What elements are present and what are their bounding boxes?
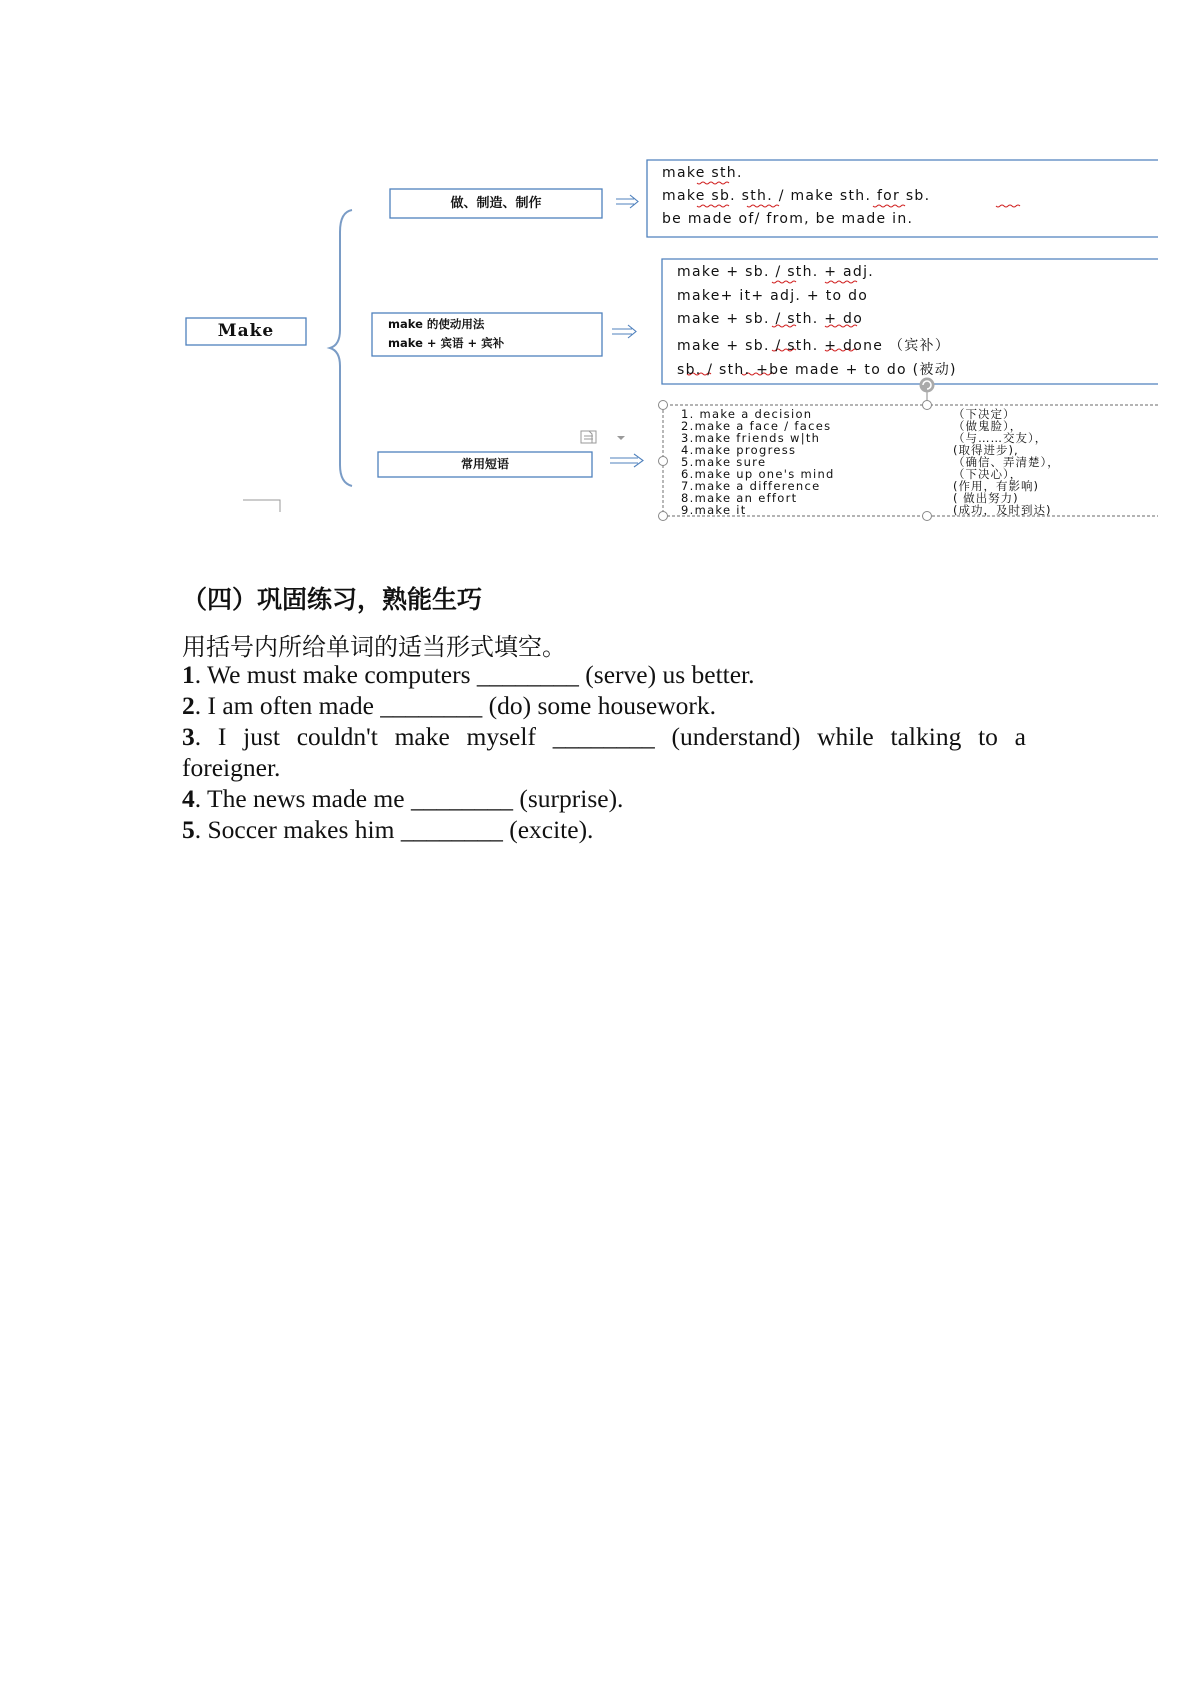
phrase-english: 1. make a decision bbox=[681, 407, 813, 421]
exercise-number: 5 bbox=[182, 815, 195, 844]
category-label-common-phrases: 常用短语 bbox=[460, 457, 509, 471]
list-item: be made of/ from, be made in. bbox=[662, 211, 914, 227]
category-label-causative-line1: make 的使动用法 bbox=[388, 317, 485, 331]
exercise-text: . We must make computers bbox=[194, 660, 477, 689]
list-item: make sb. sth. / make sth. for sb. bbox=[662, 188, 931, 204]
phrase-chinese: ( 做出努力) bbox=[953, 491, 1019, 505]
exercise-hint: (excite). bbox=[502, 815, 594, 844]
result-list-make-produce bbox=[662, 165, 1162, 235]
phrase-english: 6.make up one's mind bbox=[681, 467, 835, 481]
answer-blank[interactable]: ________ bbox=[476, 660, 579, 689]
phrase-english: 7.make a difference bbox=[681, 479, 821, 493]
phrase-english: 2.make a face / faces bbox=[681, 419, 832, 433]
exercise-item-4 bbox=[182, 783, 623, 814]
exercise-number: 3 bbox=[182, 722, 195, 751]
exercise-item-5 bbox=[182, 814, 593, 845]
list-item: make + sb. / sth. + do bbox=[677, 311, 864, 327]
exercise-item-1 bbox=[182, 659, 755, 690]
result-list-common-phrases bbox=[681, 408, 1161, 518]
list-item bbox=[681, 492, 1151, 504]
exercise-hint: (understand) while talking to a bbox=[654, 722, 1027, 751]
phrase-chinese: (作用，有影响) bbox=[953, 479, 1039, 493]
answer-blank[interactable]: ________ bbox=[400, 815, 503, 844]
selection-handle bbox=[659, 457, 668, 466]
arrow-icon bbox=[616, 195, 638, 208]
category-label-make-produce: 做、制造、制作 bbox=[450, 196, 542, 211]
exercise-text: . I am often made bbox=[194, 691, 381, 720]
answer-blank[interactable]: ________ bbox=[380, 691, 483, 720]
exercise-text: . The news made me bbox=[194, 784, 411, 813]
mind-map-brace bbox=[330, 210, 352, 486]
exercise-number: 2 bbox=[182, 691, 195, 720]
exercise-hint: (surprise). bbox=[512, 784, 624, 813]
phrase-chinese: （与……交友）， bbox=[953, 431, 1048, 445]
exercise-item-3-continuation: foreigner. bbox=[182, 753, 281, 782]
arrow-icon bbox=[610, 454, 643, 467]
phrase-chinese: （下决心）， bbox=[953, 467, 1023, 481]
list-item: make + sb. / sth. + done （宾补） bbox=[677, 338, 951, 354]
exercise-item-3 bbox=[182, 721, 1026, 752]
arrow-icon bbox=[612, 325, 636, 338]
exercise-instruction: 用括号内所给单词的适当形式填空。 bbox=[182, 633, 566, 661]
phrase-english: 3.make friends w|th bbox=[681, 431, 821, 445]
answer-blank[interactable]: ________ bbox=[410, 784, 513, 813]
selection-handle bbox=[659, 512, 668, 521]
phrase-english: 5.make sure bbox=[681, 455, 767, 469]
exercise-hint: (serve) us better. bbox=[578, 660, 755, 689]
exercise-text: . I just couldn't make myself bbox=[194, 722, 553, 751]
phrase-english: 9.make it bbox=[681, 503, 747, 517]
result-list-causative bbox=[677, 264, 1167, 384]
corner-mark bbox=[243, 500, 280, 512]
section-title: （四）巩固练习，熟能生巧 bbox=[182, 585, 483, 614]
list-item: make + sb. / sth. + adj. bbox=[677, 264, 875, 280]
exercise-text: . Soccer makes him bbox=[194, 815, 401, 844]
exercise-hint: (do) some housework. bbox=[482, 691, 716, 720]
phrase-chinese: (成功，及时到达) bbox=[953, 503, 1052, 517]
phrase-english: 4.make progress bbox=[681, 443, 797, 457]
list-item bbox=[681, 504, 1151, 516]
answer-blank[interactable]: ________ bbox=[552, 722, 655, 751]
category-label-causative-line2: make + 宾语 + 宾补 bbox=[388, 336, 505, 350]
root-label: Make bbox=[217, 321, 275, 341]
exercise-item-2 bbox=[182, 690, 716, 721]
selection-handle bbox=[659, 401, 668, 410]
list-item: make sth. bbox=[662, 165, 743, 181]
phrase-chinese: （下决定） bbox=[953, 407, 1016, 421]
exercise-number: 1 bbox=[182, 660, 195, 689]
list-item: sb. / sth. +be made + to do (被动) bbox=[677, 362, 957, 378]
layout-options-icon bbox=[581, 431, 625, 443]
phrase-chinese: (取得进步), bbox=[953, 443, 1019, 457]
exercise-number: 4 bbox=[182, 784, 195, 813]
list-item: make+ it+ adj. + to do bbox=[677, 288, 869, 304]
phrase-chinese: （确信、弄清楚）， bbox=[953, 455, 1060, 469]
phrase-chinese: （做鬼脸）， bbox=[953, 419, 1023, 433]
phrase-english: 8.make an effort bbox=[681, 491, 798, 505]
